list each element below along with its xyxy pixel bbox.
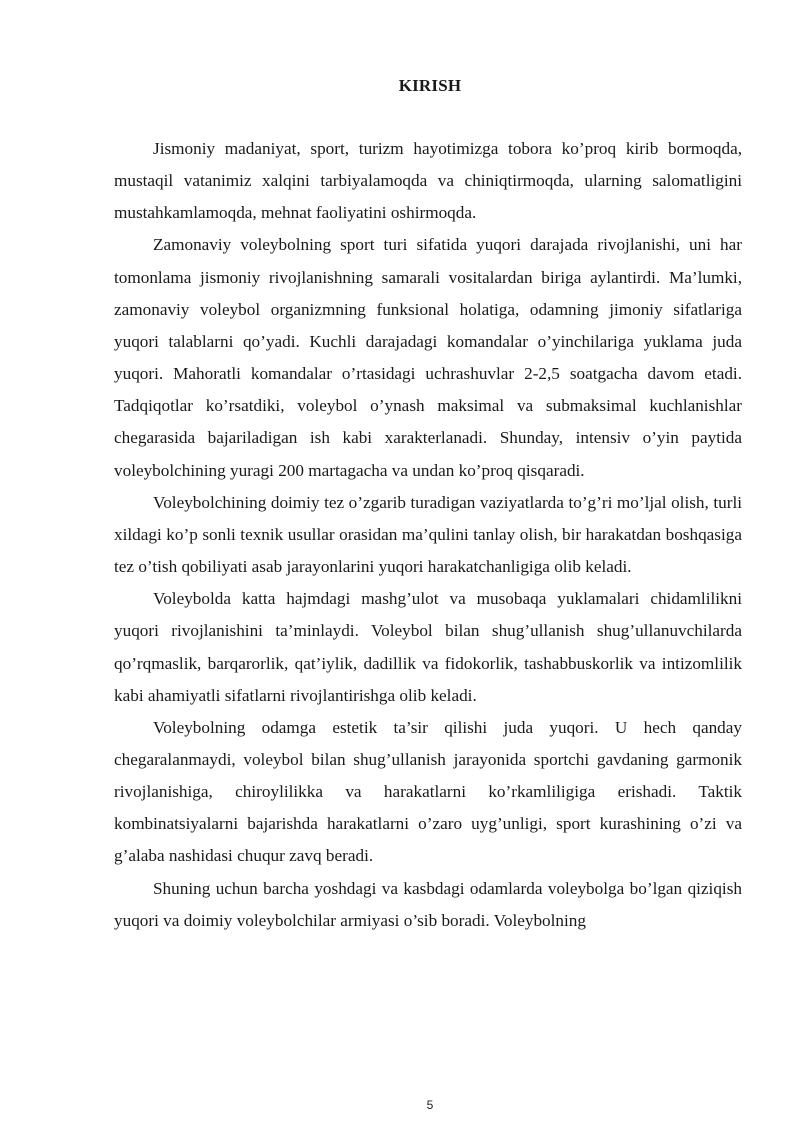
paragraph-1: Jismoniy madaniyat, sport, turizm hayotimizga tobora ko’proq kirib bormoqda, mustaqil vatanimiz xalqini tarbiyalamoqda va chiniqtirmoqda, ularning salomatligini mustahkamlamoqda, mehnat faoliyatini oshirmoqda. xyxy=(114,139,742,223)
body-text xyxy=(114,133,742,937)
paragraph-5: Voleybolning odamga estetik ta’sir qilishi juda yuqori. U hech qanday chegaralanmaydi, voleybol bilan shug’ullanish jarayonida sportchi gavdaning garmonik rivojlanishiga, chiroylilikka va harakatlarni ko’rkamliligiga erishadi. Taktik kombinatsiyalarni bajarishda harakatlarni o’zaro uyg’unligi, sport kurashining o’zi va g’alaba nashidasi chuqur zavq beradi. xyxy=(114,717,742,866)
paragraph-3: Voleybolchining doimiy tez o’zgarib turadigan vaziyatlarda to’g’ri mo’ljal olish, turli xildagi ko’p sonli texnik usullar orasidan ma’qulini tanlay olish, bir harakatdan boshqasiga tez o’tish qobiliyati asab jarayonlarini yuqori harakatchanligiga olib keladi. xyxy=(114,492,742,577)
page-title: KIRISH xyxy=(398,76,462,95)
paragraph-4: Voleybolda katta hajmdagi mashg’ulot va musobaqa yuklamalari chidamlilikni yuqori rivojlanishini ta’minlaydi. Voleybol bilan shug’ullanish shug’ullanuvchilarda qo’rqmaslik, barqarorlik, qat’iylik, dadillik va fidokorlik, tashabbuskorlik va intizomlilik kabi ahamiyatli sifatlarni rivojlantirishga olib keladi. xyxy=(114,589,742,705)
page-number: 5 xyxy=(426,1098,434,1112)
paragraph-2: Zamonaviy voleybolning sport turi sifatida yuqori darajada rivojlanishi, uni har tomonlama jismoniy rivojlanishning samarali vositalardan biriga aylantirdi. Ma’lumki, zamonaviy voleybol organizmning funksional holatiga, odamning jimoniy sifatlariga yuqori talablarni qo’yadi. Kuchli darajadagi komandalar o’yinchilariga yuklama juda yuqori. Mahoratli komandalar o’rtasidagi uchrashuvlar 2-2,5 soatgacha davom etadi. Tadqiqotlar ko’rsatdiki, voleybol o’ynash maksimal va submaksimal kuchlanishlar chegarasida bajariladigan ish kabi xarakterlanadi. Shunday, intensiv o’yin paytida voleybolchining yuragi 200 martagacha va undan ko’proq qisqaradi. xyxy=(114,235,742,480)
paragraph-6: Shuning uchun barcha yoshdagi va kasbdagi odamlarda voleybolga bo’lgan qiziqish yuqori va doimiy voleybolchilar armiyasi o’sib boradi. Voleybolning xyxy=(114,878,742,930)
